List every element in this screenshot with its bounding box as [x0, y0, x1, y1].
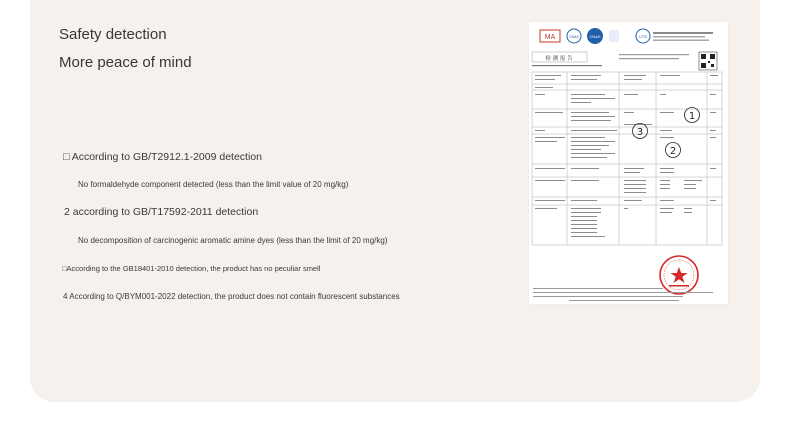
item-4-title: 4 According to Q/BYM001-2022 detection, the product does not contain fluorescent substances: [63, 292, 400, 301]
report-table-text: [535, 75, 718, 237]
item-1-marker: □: [63, 151, 70, 163]
report-footer: [533, 288, 713, 301]
item-3-text: According to the GB18401-2010 detection, the product has no peculiar smell: [66, 264, 321, 273]
item-1-text: According to GB/T2912.1-2009 detection: [71, 151, 262, 163]
report-title-row: [532, 52, 717, 70]
mid-logo-icon: [609, 30, 619, 42]
uts-logo-text: UTS: [639, 34, 647, 39]
cnas-logo-text-2: CNAS: [589, 34, 601, 39]
item-3-title: [62, 264, 320, 273]
ma-logo-text: MA: [544, 34, 556, 41]
annotation-1-label: 1: [688, 111, 696, 122]
official-stamp-icon: [660, 256, 698, 294]
annotation-3-label: 3: [636, 127, 644, 138]
report-title: 检 测 报 告: [545, 56, 573, 62]
report-table: [532, 72, 722, 245]
annotation-2-label: 2: [669, 146, 677, 157]
item-1-note: No formaldehyde component detected (less than the limit value of 20 mg/kg): [78, 180, 349, 189]
item-3-marker: □: [62, 264, 67, 273]
item-2-title: 2 according to GB/T17592-2011 detection: [64, 206, 259, 218]
item-2-note: No decomposition of carcinogenic aromatic amine dyes (less than the limit of 20 mg/kg): [78, 236, 388, 245]
cnas-logo-text-1: CNAS: [569, 35, 579, 39]
report-annotations: [633, 108, 700, 158]
test-report-image: [529, 22, 728, 304]
test-report-svg: [529, 22, 728, 304]
heading-peace-of-mind: More peace of mind: [59, 54, 192, 71]
report-logos: [540, 28, 713, 44]
item-1-title: [63, 151, 262, 163]
heading-safety-detection: Safety detection: [59, 26, 167, 43]
